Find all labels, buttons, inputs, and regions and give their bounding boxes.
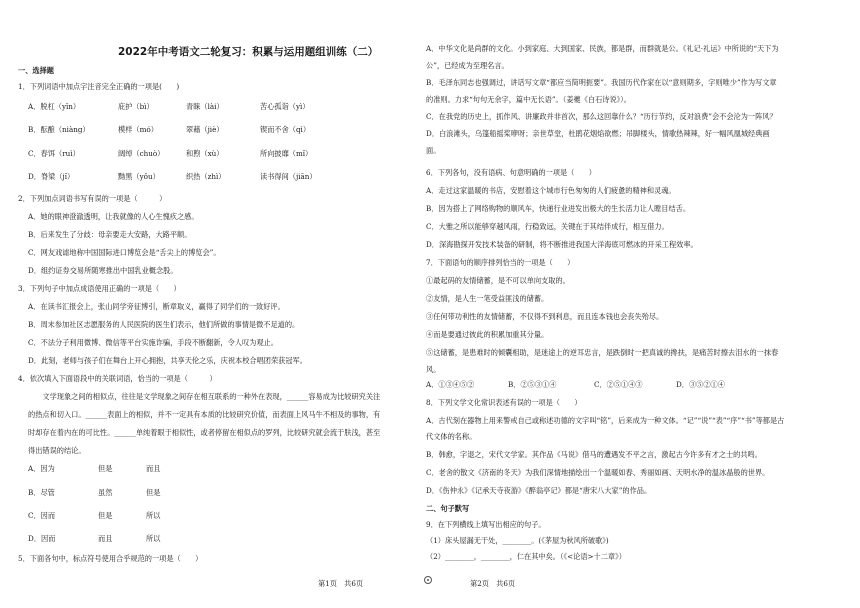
paragraph-line: 时却存在着内在的可比性。______单纯着眼于相似性，或者停留在相似点的罗列，比较研究就会流于肤浅，甚至: [28, 428, 381, 437]
option-term: 织热（zhì）: [186, 172, 226, 181]
question-stem: 1．下列词语中加点字注音完全正确的一项是( ): [18, 82, 180, 91]
option-a: A．古代刻在器物上用来警戒自己或称述功德的文字叫“铭”，后来成为一种文体。“记”“说”“表”“序”“书”等都是古: [426, 416, 785, 425]
option-term: 青睐（lài）: [186, 102, 224, 111]
option-a: A．走过这家温暖的书店，安慰着这个城市行色匆匆的人们疲惫的精神和灵魂。: [426, 186, 676, 195]
sentence-4: ④而是要通过彼此的积累加重其分量。: [426, 330, 549, 339]
option-a-cont: 代文体的名称。: [426, 432, 477, 441]
paragraph-line: 文学现象之间的相似点，往往是文学现象之间存在相互联系的一种外在表现，______容易成为比较研究关注: [28, 392, 381, 401]
option-b: B．周末参加社区志愿服务的人民医院的医生们表示，他们所做的事情是微不足道的。: [28, 320, 300, 329]
page-number-right: 第2页 共6页: [470, 579, 516, 588]
option-a: A．脱杠（yǐn）: [28, 102, 81, 111]
sentence-2: ②友情，是人生一笔受益匪浅的储蓄。: [426, 294, 549, 303]
option-d: D．深海勘探开发技术装备的研制，将不断推进我国大洋海底可燃冰的开采工程效率。: [426, 240, 698, 249]
fill-blank-1: （1）床头屋漏无干处，________。(《茅屋为秋风所破歌》): [426, 536, 609, 545]
question-stem: 9．在下列横线上填写出相应的句子。: [426, 520, 546, 529]
table-cell: 但是: [98, 464, 113, 473]
option-term: 庇护（bì）: [118, 102, 154, 111]
option-c: C．不法分子利用微博、微信等平台实施诈骗，手段不断翻新，令人叹为观止。: [28, 338, 278, 347]
option-c: C．老舍的散文《济南的冬天》为我们深情地描绘出一个温暖如春、秀丽如画、天明水净的温冰晶般的世界。: [426, 468, 770, 477]
option-term: 黝黑（yǒu）: [118, 172, 160, 181]
option-term: 苦心孤诣（yì）: [260, 102, 310, 111]
option-d: D．组约证券交易所随寒推出中国乳业概念股。: [28, 266, 178, 275]
option-d: D．《伤仲永》《记承天寺夜游》《醉翁亭记》都是“唐宋八大家”的作品。: [426, 486, 652, 495]
option-c: C．因而: [28, 511, 56, 520]
option-b: B．②⑤③①④: [508, 380, 557, 389]
option-line: A．中华文化是尚群的文化。小到家庭、大到国家、民族，都是群，而群就是公。《礼记·礼运》中所说的“天下为: [426, 44, 779, 53]
option-line: C．在我党的历史上，抓作风、讲廉政并非首次，那么这回靠什么？“历行节约，反对浪费”会不会沦为一阵风？: [426, 112, 777, 121]
question-stem: 7．下面语句的顺序排列恰当的一项是（ ）: [426, 258, 575, 267]
page-title: 2022年中考语文二轮复习：积累与运用题组训练（二）: [118, 46, 379, 58]
option-term: 翠藉（jiè）: [186, 125, 224, 134]
option-term: 和煦（xù）: [186, 149, 224, 158]
sentence-1: ①最起码的友情储蓄，是不可以单向支取的。: [426, 276, 570, 285]
option-d: D．此刻，老师与孩子们在舞台上开心拥抱，共享天伦之乐，庆祝本校合唱团荣获冠军。: [28, 356, 307, 365]
option-d: D．脊梁（jǐ）: [28, 172, 75, 181]
option-line: D．白浪滩头，乌篷船摇桨咿呀；亲世草堂，杜鹃花烟焰欲燃；吊脚楼头，情歌热辣辣，好一幅风凰城经典画: [426, 129, 770, 138]
table-cell: 所以: [146, 511, 161, 520]
question-stem: 2．下列加点词语书写有误的一项是（ ）: [18, 194, 167, 203]
section-heading: 一、选择题: [18, 66, 54, 75]
option-b: B．酝酿（niàng）: [28, 125, 90, 134]
option-c: C．春饵（ruì）: [28, 149, 80, 158]
sentence-3: ③任何带功利性的友情储蓄，不仅得不到利息，而且连本钱也会丧失殆尽。: [426, 312, 664, 321]
binding-hole-icon: [424, 576, 432, 584]
table-cell: 而且: [146, 464, 161, 473]
table-cell: 而且: [98, 534, 113, 543]
option-a: A．在读书汇报会上，张山同学旁征博引，断章取义，赢得了同学们的一致好评。: [28, 302, 285, 311]
table-cell: 但是: [98, 511, 113, 520]
option-line: B．毛泽东同志也强调过，讲话写文章“都应当简明扼要”。我国历代作家在以“意则期多，字则唯少”作为写文章: [426, 78, 777, 87]
table-cell: 但是: [146, 488, 161, 497]
option-term: 所向披靡（mǐ）: [260, 149, 313, 158]
option-b: B．后来发生了分歧：母亲要走大安路，大路平顺。: [28, 230, 192, 239]
question-stem: 4．依次填入下面语段中的关联词语，恰当的一项是（ ）: [18, 374, 217, 383]
table-cell: 虽然: [98, 488, 113, 497]
fill-blank-2: （2）________，________，仁在其中矣。（《<论语>十二章》）: [426, 552, 626, 561]
question-stem: 3．下列句子中加点成语使用正确的一项是（ ）: [18, 284, 181, 293]
option-line: 公”，已经成为至理名言。: [426, 61, 509, 70]
paragraph-line: 的热点和切入口。______表面上的相似，并不一定具有本质的比较研究价值，而表面上风马牛不相及的事物，有: [28, 410, 381, 419]
option-d: D．因而: [28, 534, 56, 543]
option-a: A．①③④⑤②: [426, 380, 475, 389]
option-d: D．③⑤②①④: [676, 380, 725, 389]
option-a: A．因为: [28, 464, 55, 473]
option-c: C．网友戏谑地称中国国际进口博览会是“舌尖上的博览会”。: [28, 248, 221, 257]
sentence-5: ⑤这储蓄，是患难时的倾囊相助，是迷途上的逆耳忠言，是跌倒时一把真诚的搀扶，是痛苦时擦去泪水的一抹春: [426, 348, 779, 357]
option-c: C．②⑤①④③: [594, 380, 643, 389]
option-a: A．她的眼神澄澈透明，让我就像的人心生愧疚之感。: [28, 212, 199, 221]
page-number-left: 第1页 共6页: [318, 579, 364, 588]
option-b: B．因为搭上了网络购物的顺风车，快递行业进发出极大的生长活力让人瞠目结舌。: [426, 204, 691, 213]
option-term: 阔绰（chuò）: [118, 149, 165, 158]
table-cell: 所以: [146, 534, 161, 543]
option-term: 锲而不舍（qì）: [260, 125, 311, 134]
paragraph-line: 得出错误的结论。: [28, 446, 86, 455]
option-line: 的准则。力求“句句无余字，篇中无长语”。（姜夔《白石诗说》）。: [426, 95, 631, 104]
option-b: B．韩愈，字退之，宋代文学家。其作品《马说》借马的遭遇发不平之言，激起古今许多有才之士的共鸣。: [426, 450, 762, 459]
option-c: C．大雅之所以能够穿越风雨，行稳致远，关键在于其结伴成行，相互借力。: [426, 222, 669, 231]
question-stem: 6．下列各句，没有语病、句意明确的一项是（ ）: [426, 168, 596, 177]
option-b: B．尽管: [28, 488, 55, 497]
sentence-5-cont: 风。: [426, 365, 441, 374]
option-term: 读书得间（jiān）: [260, 172, 317, 181]
option-term: 模样（mó）: [118, 125, 158, 134]
option-line: 面。: [426, 146, 441, 155]
section-heading: 二、句子默写: [426, 504, 470, 513]
question-stem: 8．下列文学文化常识表述有误的一项是（ ）: [426, 398, 582, 407]
question-stem: 5．下面各句中，标点符号使用合乎规范的一项是（ ）: [18, 554, 203, 563]
